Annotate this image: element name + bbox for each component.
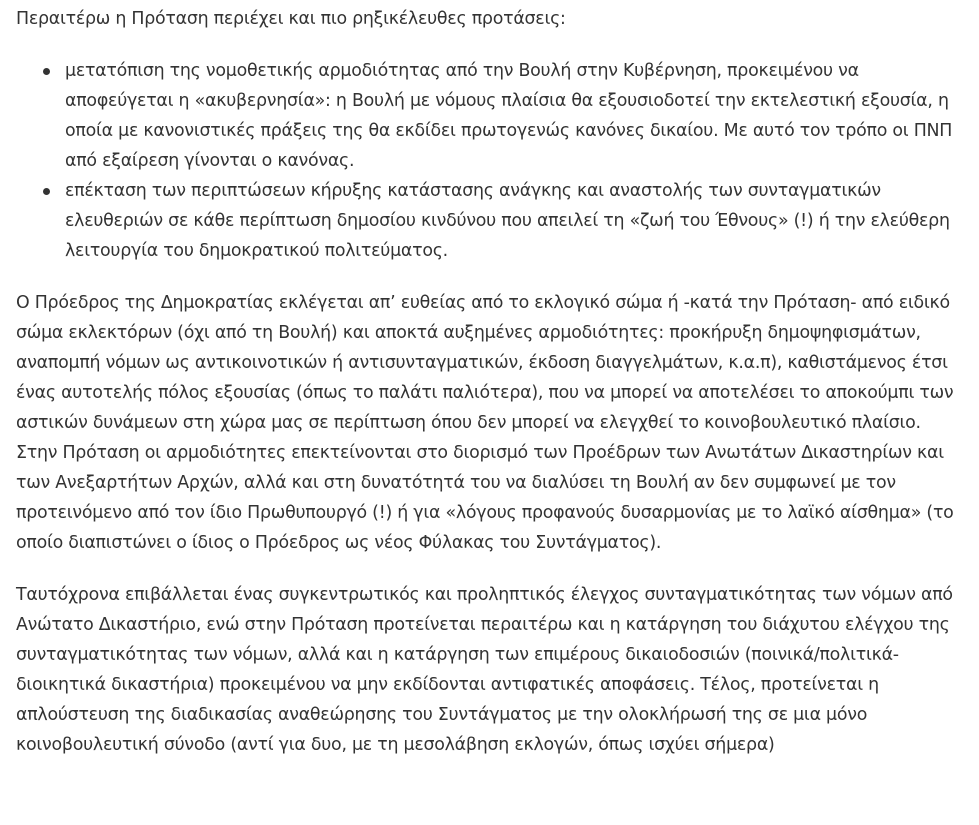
list-item-text: μετατόπιση της νομοθετικής αρμοδιότητας από την Βουλή στην Κυβέρνηση, προκειμένου να αποφεύγεται η «ακυβερνησία»: η Βουλή με νόμους πλαίσια θα εξουσιοδοτεί την εκτελεστική εξουσία, η οποία με κανονιστικές πράξεις της θα εκδίδει πρωτογενώς κανόνες δικαίου. Με αυτό τον τρόπο οι ΠΝΠ από εξαίρεση γίνονται ο κανόνας. [65,61,953,171]
bullet-icon [43,68,50,75]
president-paragraph: Ο Πρόεδρος της Δημοκρατίας εκλέγεται απ’ ευθείας από το εκλογικό σώμα ή -κατά την Πρόταση- από ειδικό σώμα εκλεκτόρων (όχι από τη Βουλή) και αποκτά αυξημένες αρμοδιότητες: προκήρυξη δημοψηφισμάτων, αναπομπή νόμων ως αντικοινοτικών ή αντισυνταγματικών, έκδοση διαγγελμάτων, κ.α.π), καθιστάμενος έτσι ένας αυτοτελής πόλος εξουσίας (όπως το παλάτι παλιότερα), που να μπορεί να αποτελέσει το αποκούμπι των αστικών δυνάμεων στη χώρα μας σε περίπτωση όπου δεν μπορεί να ελεγχθεί το κοινοβουλευτικό πλαίσιο. Στην Πρόταση οι αρμοδιότητες επεκτείνονται στο διορισμό των Προέδρων των Ανωτάτων Δικαστηρίων και των Ανεξαρτήτων Αρχών, αλλά και στη δυνατότητά του να διαλύσει τη Βουλή αν δεν συμφωνεί με τον προτεινόμενο από τον ίδιο Πρωθυπουργό (!) ή για «λόγους προφανούς δυσαρμονίας με το λαϊκό αίσθημα» (το οποίο διαπιστώνει ο ίδιος ο Πρόεδρος ως νέος Φύλακας του Συντάγματος). [16,293,954,553]
proposals-list [16,56,964,266]
article-body [16,4,964,782]
bullet-icon [43,188,50,195]
list-item [65,176,964,266]
constitutional-control-paragraph: Ταυτόχρονα επιβάλλεται ένας συγκεντρωτικός και προληπτικός έλεγχος συνταγματικότητας των νόμων από Ανώτατο Δικαστήριο, ενώ στην Πρόταση προτείνεται περαιτέρω και η κατάργηση του διάχυτου ελέγχου της συνταγματικότητας των νόμων, αλλά και η κατάργηση των επιμέρους δικαιοδοσιών (ποινικά/πολιτικά-διοικητικά δικαστήρια) προκειμένου να μην εκδίδονται αντιφατικές αποφάσεις. Τέλος, προτείνεται η απλούστευση της διαδικασίας αναθεώρησης του Συντάγματος με την ολοκλήρωσή της σε μια μόνο κοινοβουλευτική σύνοδο (αντί για δυο, με τη μεσολάβηση εκλογών, όπως ισχύει σήμερα) [16,585,953,755]
list-item-text: επέκταση των περιπτώσεων κήρυξης κατάστασης ανάγκης και αναστολής των συνταγματικών ελευθεριών σε κάθε περίπτωση δημοσίου κινδύνου που απειλεί τη «ζωή του Έθνους» (!) ή την ελεύθερη λειτουργία του δημοκρατικού πολιτεύματος. [65,181,950,261]
list-item [65,56,964,176]
intro-paragraph: Περαιτέρω η Πρόταση περιέχει και πιο ρηξικέλευθες προτάσεις: [16,9,566,29]
